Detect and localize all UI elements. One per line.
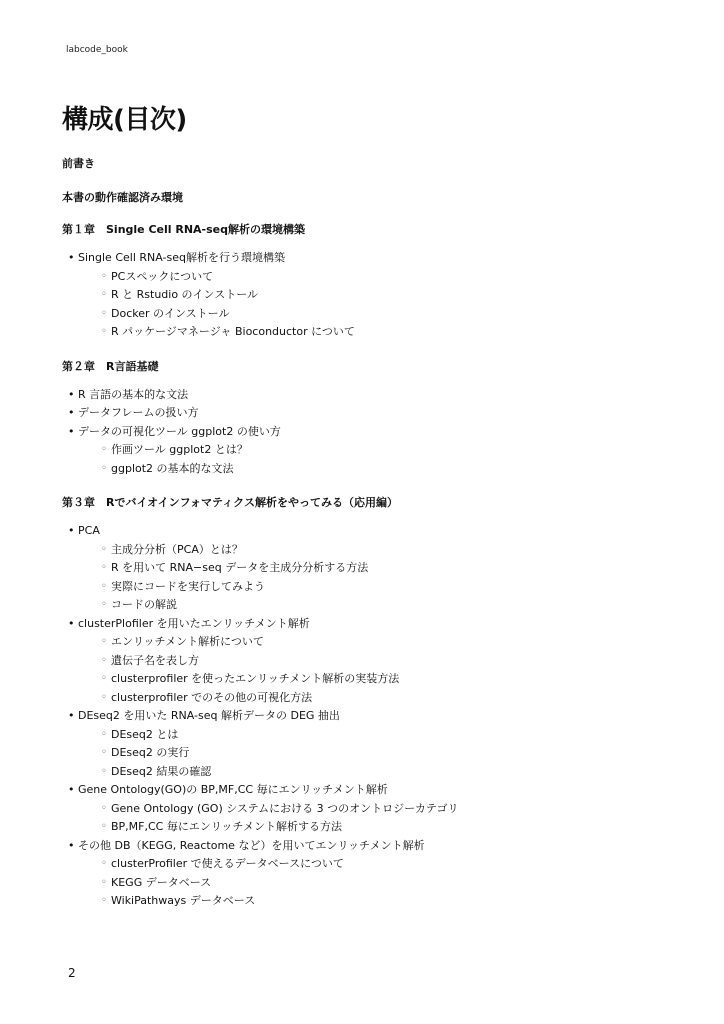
- chapter-title[interactable]: 第３章 Rでバイオインフォマティクス解析をやってみる（応用編）: [62, 496, 399, 509]
- chapter-1: [62, 223, 682, 342]
- toc-subitem[interactable]: ◦ コードの解説: [78, 596, 682, 615]
- toc-subitem[interactable]: ◦ KEGG データベース: [78, 874, 682, 893]
- toc-item: [62, 249, 682, 342]
- toc-item-label[interactable]: Gene Ontology(GO)の BP,MF,CC 毎にエンリッチメント解析: [78, 783, 388, 796]
- toc-item-label[interactable]: データフレームの扱い方: [78, 406, 199, 419]
- section-list: [62, 249, 682, 342]
- toc-subitem[interactable]: ◦ 主成分分析（PCA）とは？: [78, 541, 682, 560]
- chapter-title[interactable]: 第１章 Single Cell RNA-seq解析の環境構築: [62, 223, 305, 236]
- chapter-list: [62, 223, 682, 911]
- toc-subitem[interactable]: ◦ clusterprofiler を使ったエンリッチメント解析の実装方法: [78, 670, 682, 689]
- toc-subitem[interactable]: ◦ R パッケージマネージャ Bioconductor について: [78, 323, 682, 342]
- toc-item: [62, 386, 682, 405]
- toc-item: [62, 404, 682, 423]
- toc-preface[interactable]: 前書き: [62, 157, 95, 170]
- subsection-list: [78, 800, 682, 837]
- toc-subitem[interactable]: ◦ 遺伝子名を表し方: [78, 652, 682, 671]
- toc-subitem[interactable]: ◦ R を用いて RNA−seq データを主成分分析する方法: [78, 559, 682, 578]
- toc-item-label[interactable]: データの可視化ツール ggplot2 の使い方: [78, 424, 281, 438]
- chapter-2: [62, 360, 682, 479]
- subsection-list: [78, 441, 682, 478]
- toc-content: [62, 100, 682, 911]
- toc-environment[interactable]: 本書の動作確認済み環境: [62, 191, 183, 204]
- toc-item-label[interactable]: その他 DB（KEGG, Reactome など）を用いてエンリッチメント解析: [78, 838, 425, 852]
- toc-item: [62, 781, 682, 837]
- toc-subitem[interactable]: ◦ R と Rstudio のインストール: [78, 286, 682, 305]
- toc-subitem[interactable]: ◦ 実際にコードを実行してみよう: [78, 578, 682, 597]
- toc-subitem[interactable]: ◦ ggplot2 の基本的な文法: [78, 460, 682, 479]
- toc-subitem[interactable]: ◦ BP,MF,CC 毎にエンリッチメント解析する方法: [78, 818, 682, 837]
- toc-item: [62, 707, 682, 781]
- toc-item: [62, 423, 682, 479]
- running-head: labcode_book: [66, 45, 128, 55]
- section-list: [62, 386, 682, 479]
- toc-item: [62, 837, 682, 911]
- page-number: 2: [68, 966, 76, 980]
- toc-subitem[interactable]: ◦ clusterprofiler でのその他の可視化方法: [78, 689, 682, 708]
- toc-subitem[interactable]: ◦ DEseq2 結果の確認: [78, 763, 682, 782]
- chapter-title[interactable]: 第２章 R言語基礎: [62, 359, 159, 373]
- toc-item: [62, 615, 682, 708]
- toc-item-label[interactable]: clusterPlofiler を用いたエンリッチメント解析: [78, 616, 310, 630]
- toc-subitem[interactable]: ◦ PCスペックについて: [78, 268, 682, 287]
- toc-subitem[interactable]: ◦ Gene Ontology (GO) システムにおける 3 つのオントロジーカテゴリ: [78, 800, 682, 819]
- toc-subitem[interactable]: ◦ DEseq2 とは: [78, 726, 682, 745]
- page-title: 構成(目次): [62, 105, 187, 135]
- toc-item-label[interactable]: PCA: [78, 524, 100, 537]
- toc-subitem[interactable]: ◦ WikiPathways データベース: [78, 892, 682, 911]
- toc-subitem[interactable]: ◦ 作画ツール ggplot2 とは？: [78, 441, 682, 460]
- subsection-list: [78, 726, 682, 782]
- toc-subitem[interactable]: ◦ DEseq2 の実行: [78, 744, 682, 763]
- section-list: [62, 522, 682, 911]
- subsection-list: [78, 268, 682, 342]
- toc-item-label[interactable]: DEseq2 を用いた RNA-seq 解析データの DEG 抽出: [78, 709, 340, 722]
- toc-subitem[interactable]: ◦ clusterProfiler で使えるデータベースについて: [78, 855, 682, 874]
- toc-item: [62, 522, 682, 615]
- toc-item-label[interactable]: Single Cell RNA-seq解析を行う環境構築: [78, 251, 285, 264]
- toc-item-label[interactable]: R 言語の基本的な文法: [78, 387, 189, 401]
- toc-subitem[interactable]: ◦ Docker のインストール: [78, 305, 682, 324]
- chapter-3: [62, 496, 682, 911]
- subsection-list: [78, 541, 682, 615]
- toc-subitem[interactable]: ◦ エンリッチメント解析について: [78, 633, 682, 652]
- subsection-list: [78, 855, 682, 911]
- subsection-list: [78, 633, 682, 707]
